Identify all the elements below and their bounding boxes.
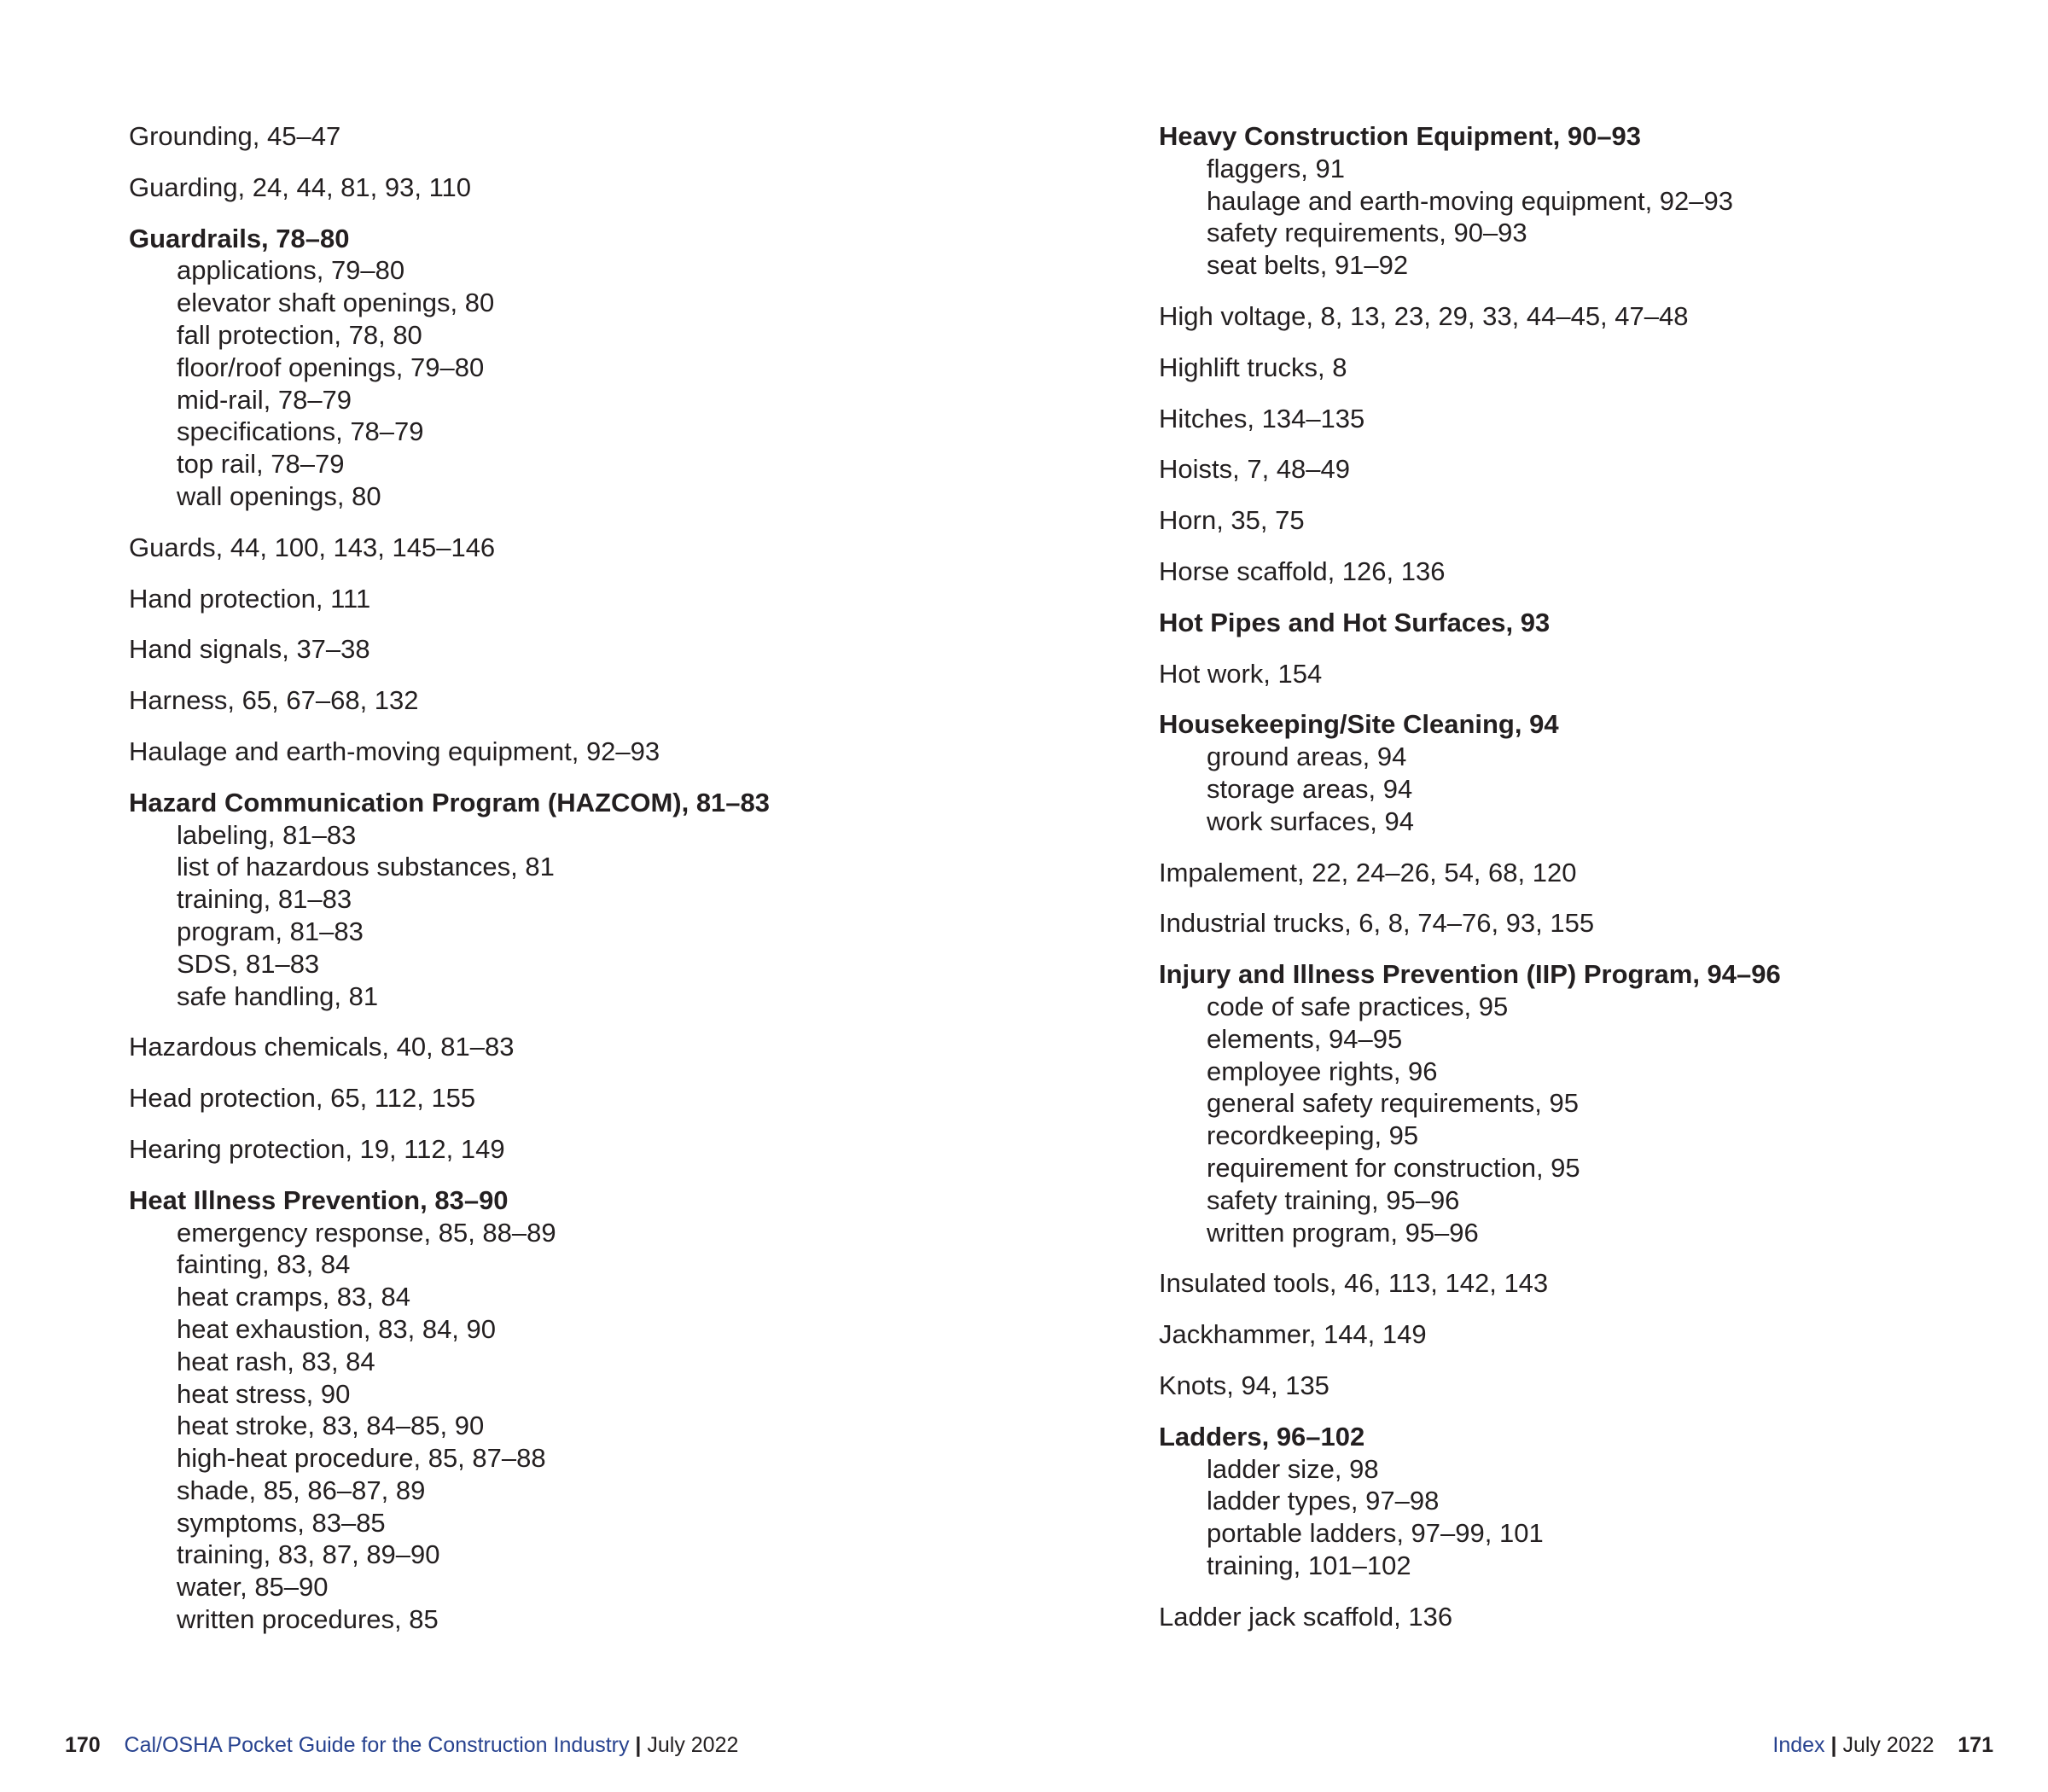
index-entry <box>1159 1421 2048 1582</box>
index-term: Harness, 65, 67–68, 132 <box>129 685 419 716</box>
sub-entry: heat stress, 90 <box>177 1378 351 1409</box>
sub-entry: program, 81–83 <box>177 916 364 946</box>
index-entry <box>1159 1601 2048 1633</box>
footer-separator: | <box>1830 1733 1837 1757</box>
index-entry <box>129 1082 1033 1114</box>
index-heading: Hazard Communication Program (HAZCOM), 81–83 <box>129 787 771 817</box>
index-heading: Injury and Illness Prevention (IIP) Program, 94–96 <box>1159 959 1781 990</box>
index-term: Hazardous chemicals, 40, 81–83 <box>129 1032 515 1062</box>
sub-entry: water, 85–90 <box>177 1572 329 1603</box>
index-term: Knots, 94, 135 <box>1159 1370 1329 1400</box>
index-entry <box>129 223 1033 513</box>
sub-entry: training, 83, 87, 89–90 <box>177 1539 440 1570</box>
index-term: Impalement, 22, 24–26, 54, 68, 120 <box>1159 857 1577 887</box>
sub-entry: storage areas, 94 <box>1207 773 1413 804</box>
index-entry <box>1159 1370 2048 1402</box>
index-column-right <box>1159 120 2048 1651</box>
book-title: Cal/OSHA Pocket Guide for the Construction Industry <box>124 1733 630 1757</box>
index-term: Hand protection, 111 <box>129 583 371 614</box>
index-term: Head protection, 65, 112, 155 <box>129 1083 476 1114</box>
index-term: Industrial trucks, 6, 8, 74–76, 93, 155 <box>1159 908 1595 939</box>
sub-entry: floor/roof openings, 79–80 <box>177 352 485 382</box>
index-heading: Heat Illness Prevention, 83–90 <box>129 1184 509 1215</box>
sub-entry: ground areas, 94 <box>1207 742 1407 772</box>
sub-entry: safety requirements, 90–93 <box>1207 218 1527 248</box>
index-entry <box>1159 556 2048 588</box>
sub-entry: safe handling, 81 <box>177 980 379 1011</box>
index-entry <box>129 532 1033 564</box>
sub-entry: written program, 95–96 <box>1207 1217 1479 1248</box>
index-entry <box>1159 607 2048 639</box>
index-term: Guards, 44, 100, 143, 145–146 <box>129 532 496 562</box>
page-number-left: 170 <box>65 1733 101 1757</box>
sub-entry-list <box>129 1217 1033 1636</box>
section-name: Index <box>1772 1733 1825 1757</box>
index-entry <box>129 583 1033 615</box>
sub-entry: flaggers, 91 <box>1207 153 1345 183</box>
index-entry <box>129 787 1033 1013</box>
sub-entry: SDS, 81–83 <box>177 948 320 979</box>
index-heading: Ladders, 96–102 <box>1159 1421 1365 1452</box>
sub-entry: symptoms, 83–85 <box>177 1507 386 1538</box>
footer-date: July 2022 <box>1842 1733 1935 1757</box>
sub-entry: emergency response, 85, 88–89 <box>177 1217 556 1248</box>
sub-entry: safety training, 95–96 <box>1207 1184 1460 1215</box>
sub-entry: labeling, 81–83 <box>177 819 357 850</box>
index-entry <box>1159 453 2048 486</box>
index-term: Grounding, 45–47 <box>129 121 341 151</box>
index-entry <box>129 684 1033 717</box>
sub-entry: top rail, 78–79 <box>177 449 345 480</box>
index-entry <box>1159 403 2048 435</box>
sub-entry: high-heat procedure, 85, 87–88 <box>177 1443 546 1474</box>
sub-entry: heat stroke, 83, 84–85, 90 <box>177 1411 485 1441</box>
index-term: Guarding, 24, 44, 81, 93, 110 <box>129 172 472 202</box>
index-term: Hearing protection, 19, 112, 149 <box>129 1133 505 1164</box>
sub-entry: heat rash, 83, 84 <box>177 1346 375 1376</box>
sub-entry: portable ladders, 97–99, 101 <box>1207 1518 1544 1549</box>
index-entry <box>129 1184 1033 1636</box>
index-heading: Housekeeping/Site Cleaning, 94 <box>1159 709 1559 740</box>
index-heading: Heavy Construction Equipment, 90–93 <box>1159 121 1642 151</box>
sub-entry: training, 81–83 <box>177 884 352 915</box>
index-heading: Hot Pipes and Hot Surfaces, 93 <box>1159 607 1551 637</box>
page-number-right: 171 <box>1958 1733 1993 1757</box>
index-term: Hoists, 7, 48–49 <box>1159 454 1351 485</box>
index-term: Hot work, 154 <box>1159 658 1323 689</box>
index-column-left <box>129 120 1033 1655</box>
index-term: Highlift trucks, 8 <box>1159 352 1347 382</box>
index-entry <box>129 1031 1033 1063</box>
sub-entry: wall openings, 80 <box>177 480 381 511</box>
index-entry <box>1159 958 2048 1248</box>
index-term: Haulage and earth-moving equipment, 92–93 <box>129 736 660 766</box>
index-entry <box>1159 352 2048 384</box>
sub-entry-list <box>1159 153 2048 282</box>
sub-entry: code of safe practices, 95 <box>1207 991 1509 1021</box>
sub-entry: list of hazardous substances, 81 <box>177 852 555 882</box>
sub-entry: heat exhaustion, 83, 84, 90 <box>177 1313 497 1344</box>
index-heading: Guardrails, 78–80 <box>129 223 350 253</box>
sub-entry: general safety requirements, 95 <box>1207 1088 1579 1119</box>
index-entry <box>129 172 1033 204</box>
sub-entry: requirement for construction, 95 <box>1207 1152 1580 1183</box>
sub-entry-list <box>1159 991 2048 1248</box>
index-term: Insulated tools, 46, 113, 142, 143 <box>1159 1268 1549 1299</box>
footer-right <box>1772 1732 1993 1758</box>
sub-entry: employee rights, 96 <box>1207 1056 1438 1086</box>
index-term: Ladder jack scaffold, 136 <box>1159 1601 1453 1632</box>
index-entry <box>1159 300 2048 333</box>
index-term: Horn, 35, 75 <box>1159 505 1305 536</box>
sub-entry: written procedures, 85 <box>177 1604 439 1635</box>
sub-entry: seat belts, 91–92 <box>1207 250 1409 281</box>
index-entry <box>1159 504 2048 537</box>
sub-entry: recordkeeping, 95 <box>1207 1120 1419 1151</box>
sub-entry: elevator shaft openings, 80 <box>177 288 495 318</box>
index-entry <box>1159 120 2048 282</box>
index-entry <box>1159 708 2048 837</box>
index-term: Hand signals, 37–38 <box>129 634 370 665</box>
sub-entry-list <box>1159 1453 2048 1582</box>
sub-entry: specifications, 78–79 <box>177 416 424 447</box>
sub-entry: shade, 85, 86–87, 89 <box>177 1475 426 1505</box>
index-term: Hitches, 134–135 <box>1159 403 1365 433</box>
sub-entry: fainting, 83, 84 <box>177 1249 351 1280</box>
index-entry <box>1159 658 2048 690</box>
sub-entry: elements, 94–95 <box>1207 1023 1403 1054</box>
sub-entry-list <box>129 254 1033 512</box>
index-term: Jackhammer, 144, 149 <box>1159 1319 1427 1350</box>
footer-date: July 2022 <box>647 1733 739 1757</box>
sub-entry: heat cramps, 83, 84 <box>177 1282 410 1312</box>
index-entry <box>129 1133 1033 1166</box>
index-entry <box>1159 907 2048 940</box>
sub-entry: applications, 79–80 <box>177 255 405 286</box>
index-entry <box>129 120 1033 153</box>
sub-entry: training, 101–102 <box>1207 1550 1411 1580</box>
footer-left <box>65 1732 738 1758</box>
sub-entry: fall protection, 78, 80 <box>177 319 422 350</box>
sub-entry: work surfaces, 94 <box>1207 806 1414 836</box>
index-entry <box>129 633 1033 666</box>
sub-entry: ladder size, 98 <box>1207 1453 1379 1484</box>
index-entry <box>1159 1318 2048 1351</box>
footer-separator: | <box>635 1733 642 1757</box>
index-term: Horse scaffold, 126, 136 <box>1159 556 1446 586</box>
index-term: High voltage, 8, 13, 23, 29, 33, 44–45, 47–48 <box>1159 300 1689 331</box>
sub-entry-list <box>129 819 1033 1013</box>
sub-entry: ladder types, 97–98 <box>1207 1486 1440 1516</box>
index-entry <box>129 736 1033 768</box>
sub-entry: mid-rail, 78–79 <box>177 384 352 415</box>
sub-entry: haulage and earth-moving equipment, 92–93 <box>1207 185 1734 216</box>
index-entry <box>1159 857 2048 889</box>
sub-entry-list <box>1159 741 2048 837</box>
index-entry <box>1159 1267 2048 1300</box>
